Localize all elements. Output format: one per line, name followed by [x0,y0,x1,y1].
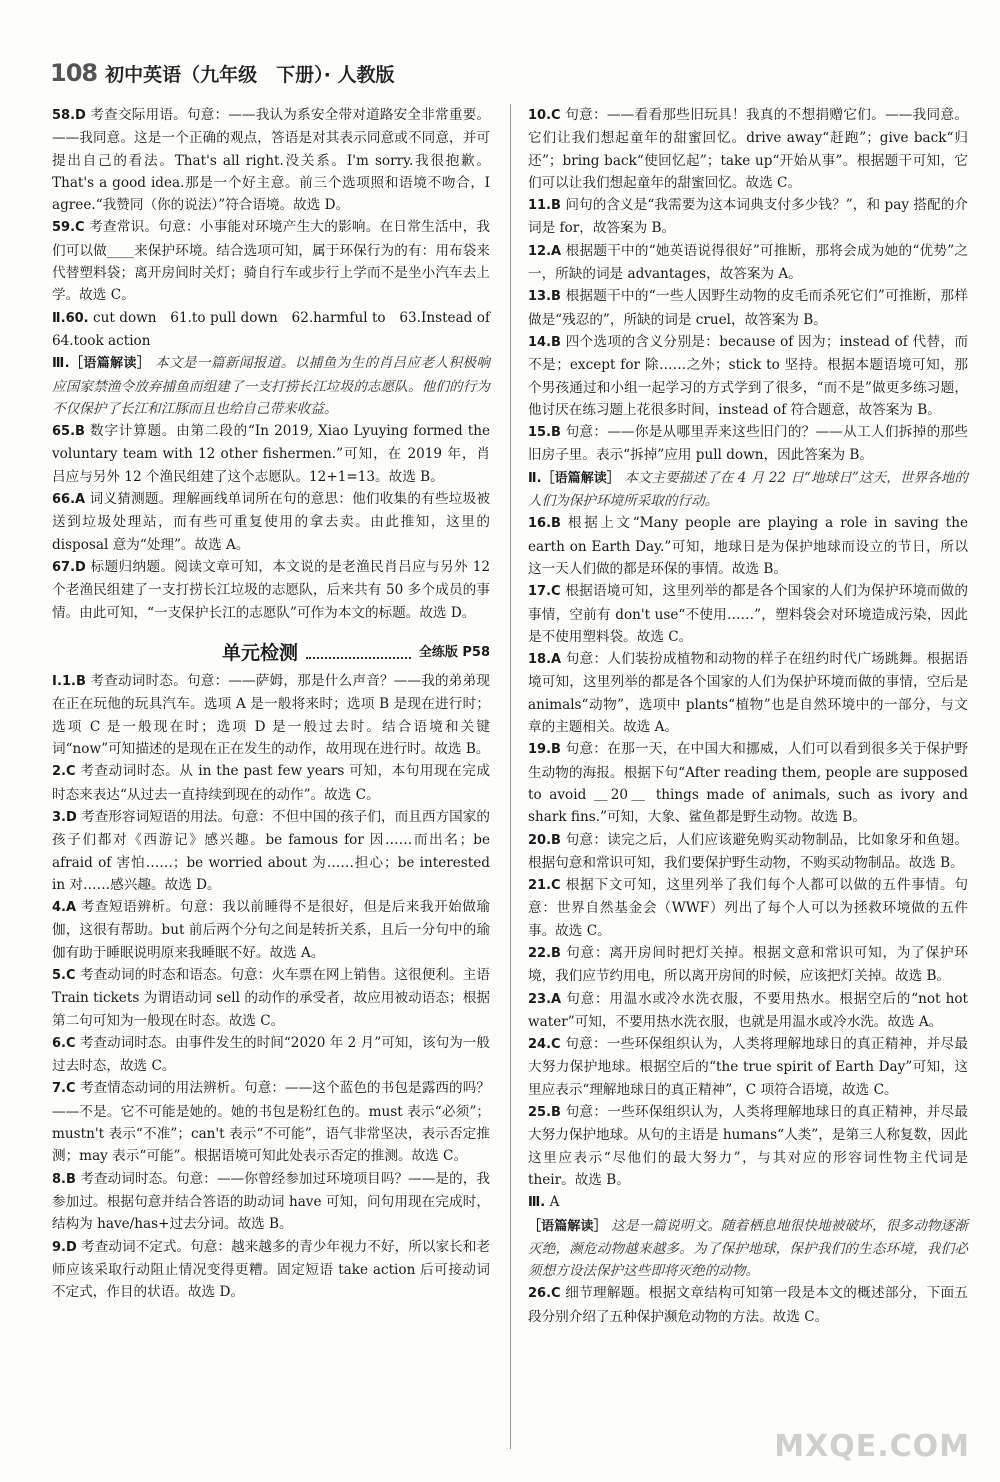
answer-text: A [549,1194,560,1211]
answer-item [528,1215,968,1283]
answer-text: 考查形容词短语的用法。句意：不但中国的孩子们，而且西方国家的孩子们都对《西游记》感兴趣。be famous for 因……而出名；be afraid of 害怕……；be worried about 为……担心；be interested in 对……感兴趣。故选 D。 [52,808,490,893]
answer-number: 59.C [52,220,85,236]
answer-number: ［语篇解读］ [528,1218,607,1234]
answer-item [52,964,490,1032]
answer-item [52,420,490,488]
answer-number: 2.C [52,764,76,780]
answer-text: 考查短语辨析。句意：我以前睡得不是很好，但是后来我开始做瑜伽，这很有帮助。but 前后两个分句之间是转折关系，且后一分句中的瑜伽有助于睡眠说明原来我睡眠不好。故选 A。 [52,899,490,961]
answer-number: 5.C [52,967,76,983]
answer-text: 考查动词时态。由事件发生的时间“2020 年 2 月”可知，该句为一般过去时态，故选 C。 [52,1034,490,1075]
answer-number: 20.B [528,832,561,848]
answer-number: 4.A [52,900,77,916]
answer-number: 11.B [528,198,561,214]
answer-number: 13.B [528,289,561,305]
answer-number: 22.B [528,945,561,961]
answer-item [528,988,968,1034]
answer-item [528,1282,968,1328]
answer-item [528,104,968,194]
answer-number: 8.B [52,1171,76,1187]
answer-number: 65.B [52,424,85,440]
answer-text: 句意：一些环保组织认为，人类将理解地球日的真正精神，并尽最大努力保护地球。根据空后的“the true spirit of Earth Day”可知，这里应表示“理解地球日的真正精神”，C 项符合语境，故选 C。 [528,1036,969,1098]
answer-text: 细节理解题。根据文章结构可知第一段是本文的概述部分，下面五段分别介绍了五种保护濒危动物的方法。故选 C。 [528,1285,969,1325]
answer-item [528,829,968,875]
left-column [52,104,504,1303]
watermark-logo: MXQE.COM [774,1429,970,1464]
answer-number: 14.B [528,334,561,350]
answer-item [52,352,490,420]
answer-text: 根据上文“Many people are playing a role in saving the earth on Earth Day.”可知，地球日是为保护地球而设立的节日，所以这一天人们做的都是环保的事情。故选 B。 [528,515,968,577]
section-dots [306,647,411,659]
answer-number: 17.C [528,584,561,600]
answer-item [528,285,968,331]
answer-text: 句意：一些环保组织认为，人类将理解地球日的真正精神，并尽最大努力保护地球。从句的主语是 humans“人类”，是第三人称复数，因此这里应表示“尽他们的最大努力”，与其对应的形容词性物主代词是 their。故选 B。 [528,1104,969,1188]
answer-text: 本文是一篇新闻报道。以捕鱼为生的肖吕应老人积极响应国家禁渔令放弃捕鱼而组建了一支打捞长江垃圾的志愿队。他们的行为不仅保护了长江和江豚而且也给自己带来收益。 [52,355,490,417]
answer-text: 句意：——看看那些旧玩具！我真的不想捐赠它们。——我同意。它们让我们想起童年的甜蜜回忆。drive away“赶跑”；give back“归还”；bring back“使回忆起”；take up“开始从事”。根据题干可知，它们可以让我们想起童年的甜蜜回忆。故选 C。 [528,107,968,191]
answer-item [52,806,490,896]
answer-text: 考查情态动词的用法辨析。句意：——这个蓝色的书包是露西的吗？——不是。它不可能是她的。她的书包是粉红色的。must 表示“必须”；mustn't 表示“不准”；can't 表示“不可能”，语气非常坚决，表示否定推测；may 表示“可能”。根据语境可知此处表示否定的推测。故选 C。 [52,1080,490,1165]
answer-text: 考查动词时态。句意：——萨姆，那是什么声音？——我的弟弟现在正在玩他的玩具汽车。选项 A 是一般将来时；选项 B 是现在进行时；选项 C 是一般现在时；选项 D 是一般过去时。结合语境和关键词“now”可知描述的是现在正在发生的动作，故用现在进行时。故选 B。 [52,673,490,758]
answer-number: 21.C [528,878,561,894]
answer-text: 这是一篇说明文。随着栖息地很快地被破坏，很多动物逐渐灭绝，濒危动物越来越多。为了保护地球，保护我们的生态环境，我们必须想方设法保护这些即将灭绝的动物。 [528,1217,968,1280]
answer-item [528,1191,968,1214]
answer-text: 句意：用温水或冷水洗衣服，不要用热水。根据空后的“not hot water”可知，不要用热水洗衣服，也就是用温水或冷水洗。故选 A。 [528,990,968,1030]
answer-item [528,580,968,648]
right-column [528,104,968,1328]
section-ref: 全练版 P58 [418,644,490,660]
answer-number: Ⅱ.［语篇解读］ [528,470,620,486]
answer-text: 根据题干中的“她英语说得很好”可推断，那将会成为她的“优势”之一，所缺的词是 advantages，故答案为 A。 [528,242,968,283]
answer-item [528,467,968,513]
answer-item [52,760,490,806]
answer-number: 10.C [528,108,561,123]
answer-number: 66.A [52,492,86,508]
answer-item [52,1032,490,1078]
answer-number: 67.D [52,559,86,575]
answer-text: 考查常识。句意：小事能对环境产生大的影响。在日常生活中，我们可以做____来保护环境。结合选项可知，属于环保行为的有：用布袋来代替塑料袋；离开房间时关灯；骑自行车或步行上学而不是坐小汽车去上学。故选 C。 [52,219,490,304]
answer-number: 24.C [528,1037,561,1053]
answer-text: 问句的含义是“我需要为这本词典支付多少钱？”，和 pay 搭配的介词是 for，故答案为 B。 [528,197,968,237]
answer-item [52,1236,490,1304]
answer-item [52,896,490,964]
answer-item [528,874,968,942]
page-header [50,56,950,90]
answer-number: 25.B [528,1105,561,1121]
page-number: 108 [50,59,98,87]
answer-number: 18.A [528,652,562,668]
answer-text: 考查动词不定式。句意：越来越多的青少年视力不好，所以家长和老师应该采取行动阻止情况变得更糟。固定短语 take action 后可接动词不定式，作目的状语。故选 D。 [52,1238,490,1301]
answer-text: 考查交际用语。句意：——我认为系安全带对道路安全非常重要。——我同意。这是一个正确的观点，答语是对其表示同意或不同意，并可提出自己的看法。That's all right.没关系。I'm sorry.我很抱歉。That's a good idea.那是一个好主意。前三个选项照和语境不吻合，I agree.“我赞同（你的说法）”符合语境。故选 D。 [52,107,491,214]
answer-number: 6.C [52,1035,76,1051]
answer-number: 19.B [528,742,561,758]
answer-item [528,421,968,467]
answer-item [52,216,490,306]
section-header [52,642,490,664]
answer-item [52,670,490,760]
answer-item [52,556,490,624]
answer-text: 词义猜测题。理解画线单词所在句的意思：他们收集的有些垃圾被送到垃圾处理站，而有些可重复使用的拿去卖。由此推知，这里的 disposal 意为“处理”。故选 A。 [52,491,490,553]
answer-item [528,512,968,580]
answer-item [528,1101,968,1191]
answer-text: 根据语境可知，这里列举的都是各个国家的人们为保护环境而做的事情，空前有 don't use“不使用……”，塑料袋会对环境造成污染，因此是不使用塑料袋。故选 C。 [528,583,969,645]
answer-text: 考查动词时态。句意：——你曾经参加过环境项目吗？——是的，我参加过。根据句意并结合答语的助动词 have 可知，问句用现在完成时，结构为 have/has+过去分词。故选 B。 [52,1170,491,1233]
answer-number: 58.D [52,108,86,123]
answer-number: 15.B [528,425,561,441]
answer-item [528,331,968,421]
answer-text: 句意：——你是从哪里弄来这些旧门的？——从工人们拆掉的那些旧房子里。表示“拆掉”应用 pull down，因此答案为 B。 [528,424,968,464]
answer-item [528,648,968,738]
answer-item [528,738,968,828]
answer-item [52,104,490,216]
answer-text: 句意：人们装扮成植物和动物的样子在纽约时代广场跳舞。根据语境可知，这里列举的都是各个国家的人们为保护环境而做的事情，空后是 animals“动物”，选项中 plants“植物”也是自然环境中的一部分，与文章的主题相关。故选 A。 [528,651,968,736]
answer-item [52,1168,490,1236]
answer-number: Ⅲ.［语篇解读］ [52,356,151,372]
answer-text: 数字计算题。由第二段的“In 2019, Xiao Lyuying formed the voluntary team with 12 other fishermen.”可知，在 2019 年，肖吕应与另外 12 个渔民组建了这个志愿队。12+1=13。故选 B。 [52,423,490,485]
answer-text: 句意：在那一天，在中国大和挪威，人们可以看到很多关于保护野生动物的海报。根据下句“After reading them, people are supposed to avoid ＿20＿ things made of animals, such as ivory and shark fins.”可知，大象、鲨鱼都是野生动物。故选 B。 [528,741,969,826]
answer-text: 考查动词的时态和语态。句意：火车票在网上销售。这很便利。主语 Train tickets 为谓语动词 sell 的动作的承受者，故应用被动语态；根据第二句可知为一般现在时态。故选 C。 [52,966,490,1029]
answer-item [528,1033,968,1101]
answer-text: 根据题干中的“一些人因野生动物的皮毛而杀死它们”可推断，那样做是“残忍的”，所缺的词是 cruel，故答案为 B。 [528,288,968,328]
answer-number: 9.D [52,1239,77,1255]
answer-item [52,488,490,556]
answer-text: 考查动词时态。从 in the past few years 可知，本句用现在完成时态来表达“从过去一直持续到现在的动作”。故选 C。 [52,763,490,803]
answer-text: 句意：离开房间时把灯关掉。根据文意和常识可知，为了保护环境，我们应节约用电，所以离开房间的时候，应该把灯关掉。故选 B。 [528,944,969,985]
answer-text: 根据下文可知，这里列举了我们每个人都可以做的五件事情。句意：世界自然基金会（WWF）列出了每个人可以为拯救环境做的五件事。故选 C。 [528,877,968,939]
answer-number: Ⅱ.60. [52,310,89,326]
answer-item [52,307,504,353]
answer-text: 标题归纳题。阅读文章可知，本文说的是老渔民肖吕应与另外 12 个老渔民组建了一支打捞长江垃圾的志愿队，后来共有 50 多个成员的事情。由此可知，“一支保护长江的志愿队”可作为本文的标题。故选 D。 [52,558,490,621]
answer-text: 句意：读完之后，人们应该避免购买动物制品，比如象牙和鱼翅。根据句意和常识可知，我们要保护野生动物，不购买动物制品。故选 B。 [528,831,969,871]
answer-number: 3.D [52,809,77,825]
column-divider [510,104,511,1449]
answer-number: 26.C [528,1286,561,1302]
answer-item [52,1077,490,1167]
book-title: 初中英语（九年级 下册）· 人教版 [105,63,395,86]
answer-text: 本文主要描述了在 4 月 22 日“地球日”这天，世界各地的人们为保护环境所采取的行动。 [528,469,968,510]
answer-number: 12.A [528,243,562,259]
answer-item [528,194,968,240]
answer-number: 23.A [528,991,562,1007]
section-title: 单元检测 [222,641,299,664]
answer-number: Ⅰ.1.B [52,674,86,690]
answer-text: cut down 61.to pull down 62.harmful to 63.Instead of 64.took action [52,309,504,349]
answer-text: 四个选项的含义分别是：because of 因为；instead of 代替，而不是；except for 除……之外；stick to 坚持。根据本题语境可知，那个男孩通过和小组一起学习的方式学到了很多，“而不是”做更多练习题，他讨厌在练习题上花很多时间，instead of 符合题意，故答案为 B。 [528,333,968,418]
answer-item [528,942,968,988]
answer-number: 7.C [52,1081,76,1097]
answer-item [528,240,968,286]
answer-number: 16.B [528,516,561,532]
answer-number: Ⅲ. [528,1195,546,1211]
